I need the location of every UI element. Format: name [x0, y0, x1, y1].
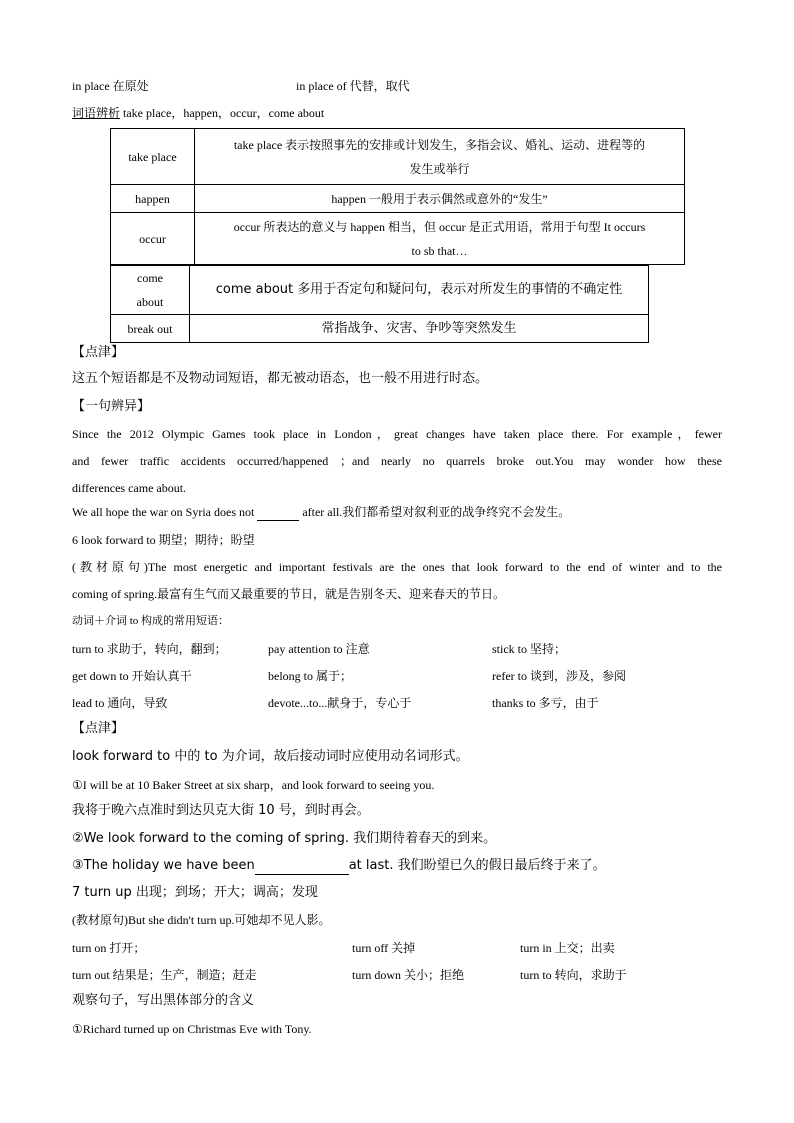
phrase-item: turn down 关小；拒绝 [352, 968, 464, 982]
table-row [111, 129, 685, 185]
table-row [111, 213, 685, 265]
example-sentence: ①I will be at 10 Baker Street at six sharp，and look forward to seeing you. [72, 778, 435, 792]
table-term: take place [111, 129, 195, 185]
desc-line: 发生或举行 [409, 161, 470, 176]
fill-blank-sentence [72, 858, 606, 875]
phrase-item: thanks to 多亏，由于 [492, 696, 599, 710]
table-row [111, 266, 649, 315]
cihui-label: 词语辨析 [72, 106, 121, 120]
yiju-heading: 【一句辨异】 [72, 399, 151, 414]
example-paragraph-line: Since the 2012 Olympic Games took place in London，great changes have taken place there. For example，fewer [72, 427, 722, 441]
phrase-item: get down to 开始认真干 [72, 669, 192, 683]
textbook-sentence: (教材原句)But she didn't turn up.可她却不见人影。 [72, 913, 331, 927]
dianjin-text: look forward to 中的 to 为介词，故后接动词时应使用动名词形式。 [72, 749, 469, 764]
table-desc: 常指战争、灾害、争吵等突然发生 [190, 315, 649, 343]
observe-instruction: 观察句子，写出黑体部分的含义 [72, 993, 255, 1008]
table-term [111, 266, 190, 315]
answer-blank[interactable] [257, 504, 299, 521]
table-term: break out [111, 315, 190, 343]
example-translation: 我将于晚六点准时到达贝克大街 10 号，到时再会。 [72, 803, 370, 818]
phrase-item: refer to 谈到，涉及，参阅 [492, 669, 626, 683]
desc-line: to sb that… [411, 243, 468, 258]
table-term: happen [111, 185, 195, 213]
example-sentence: ②We look forward to the coming of spring. 我们期待着春天的到来。 [72, 831, 497, 846]
sentence-part: after all.我们都希望对叙利亚的战争终究不会发生。 [299, 505, 571, 519]
dianjin-text: 这五个短语都是不及物动词短语，都无被动语态，也一般不用进行时态。 [72, 371, 489, 386]
phrase-item: turn to 转向，求助于 [520, 968, 627, 982]
desc-line: take place 表示按照事先的安排或计划发生，多指会议、婚礼、运动、进程等的 [233, 137, 646, 152]
phrase-item: stick to 坚持； [492, 642, 566, 656]
observe-sentence: ①Richard turned up on Christmas Eve with Tony. [72, 1022, 312, 1036]
item-7-heading: 7 turn up 出现；到场；开大；调高；发现 [72, 885, 318, 900]
example-paragraph-line: and fewer traffic accidents occurred/happened ；and nearly no quarrels broke out.You may wonder how these [72, 454, 722, 468]
textbook-sentence-line: coming of spring.最富有生气而又最重要的节日，就是告别冬天、迎来春天的节日。 [72, 587, 505, 601]
dianjin-heading: 【点津】 [72, 345, 125, 360]
phrase-item: belong to 属于； [268, 669, 352, 683]
phrase-item: turn to 求助于，转向，翻到； [72, 642, 227, 656]
sentence-part: at last. 我们盼望已久的假日最后终于来了。 [348, 858, 606, 873]
term-line: about [136, 295, 164, 309]
phrase-item: devote...to...献身于，专心于 [268, 696, 412, 710]
phrase-item: turn out 结果是；生产，制造；赶走 [72, 968, 257, 982]
cihui-heading [72, 105, 324, 121]
sentence-part: We all hope the war on Syria does not [72, 505, 258, 519]
comparison-table-2 [110, 265, 649, 343]
answer-blank[interactable] [255, 858, 349, 875]
phrase-item: pay attention to 注意 [268, 642, 370, 656]
textbook-sentence-line: (教材原句)The most energetic and important festivals are the ones that look forward to the end of winter and to the [72, 560, 722, 574]
table-desc [195, 129, 685, 185]
phrase-in-place: in place 在原处 [72, 79, 149, 93]
table-term: occur [111, 213, 195, 265]
comparison-table-1 [110, 128, 685, 265]
cihui-phrases: take place，happen，occur，come about [120, 106, 325, 120]
table-desc [195, 213, 685, 265]
item-6-heading: 6 look forward to 期望；期待；盼望 [72, 533, 255, 547]
phrase-item: turn in 上交；出卖 [520, 941, 615, 955]
phrases-title: 动词＋介词 to 构成的常用短语： [72, 615, 230, 627]
desc-line: occur 所表达的意义与 happen 相当，但 occur 是正式用语，常用于句型 It occurs [233, 219, 646, 234]
fill-blank-sentence [72, 504, 570, 521]
table-desc: come about 多用于否定句和疑问句，表示对所发生的事情的不确定性 [190, 266, 649, 315]
term-line: come [137, 271, 163, 285]
table-row [111, 315, 649, 343]
dianjin-heading: 【点津】 [72, 721, 125, 736]
example-paragraph-line: differences came about. [72, 481, 187, 495]
sentence-part: ③The holiday we have been [72, 858, 255, 873]
phrase-item: lead to 通向，导致 [72, 696, 168, 710]
phrase-item: turn on 打开； [72, 941, 146, 955]
phrase-item: turn off 关掉 [352, 941, 416, 955]
phrase-in-place-of: in place of 代替，取代 [296, 79, 410, 93]
table-row [111, 185, 685, 213]
table-desc: happen 一般用于表示偶然或意外的“发生” [195, 185, 685, 213]
